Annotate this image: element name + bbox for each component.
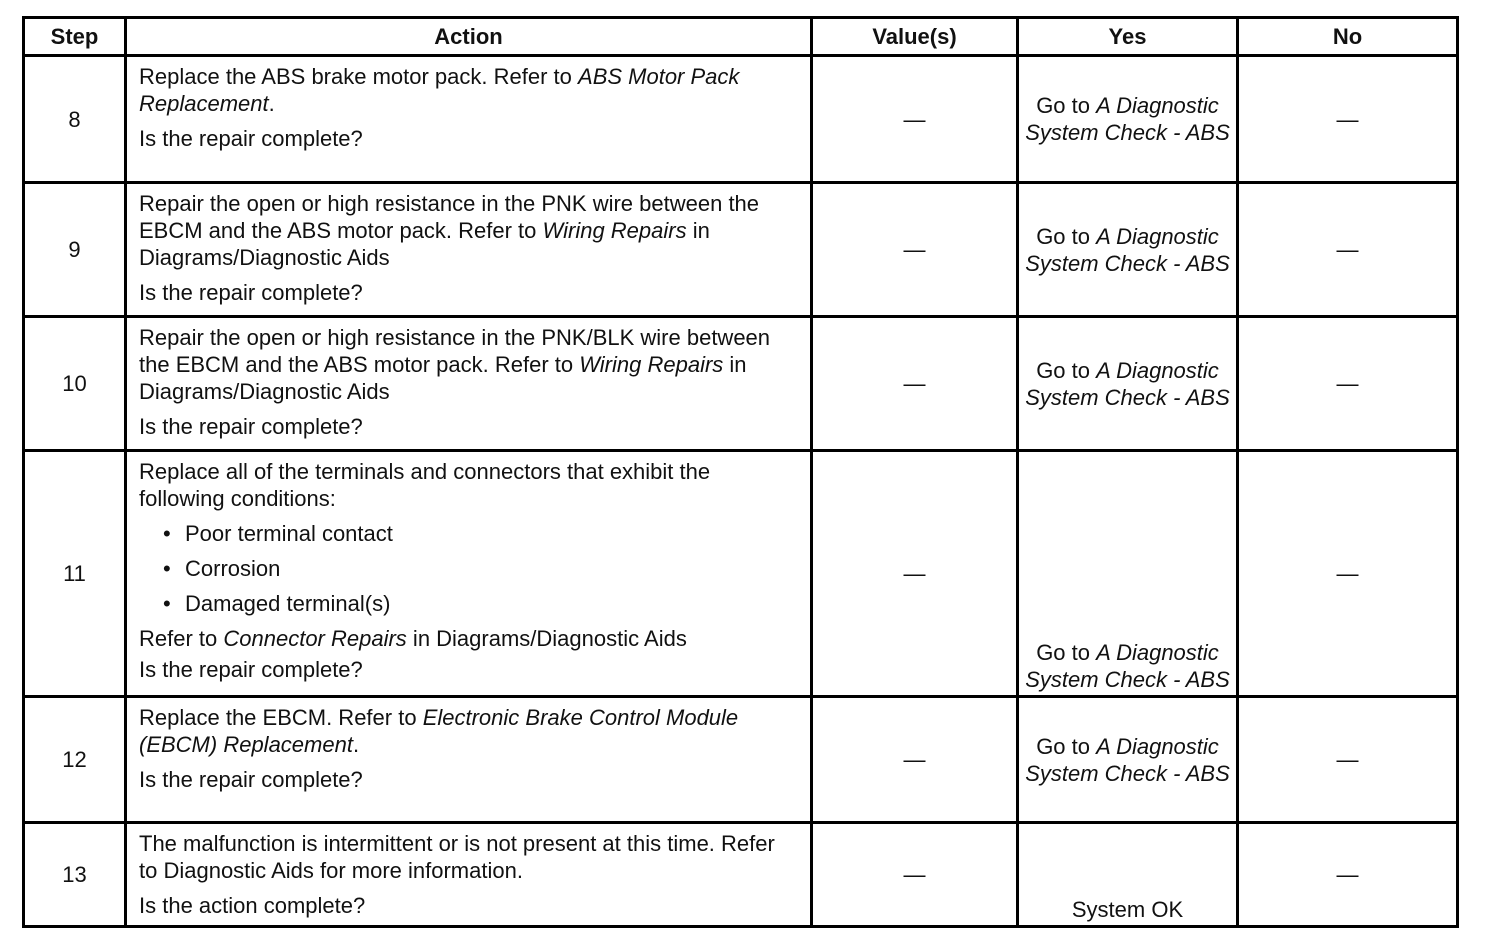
step-number: 9 — [24, 183, 126, 317]
action-refer: Refer to Connector Repairs in Diagrams/Diagnostic Aids — [139, 626, 687, 651]
yes-cell: Go to A Diagnostic System Check - ABS — [1018, 183, 1238, 317]
step-number: 10 — [24, 317, 126, 451]
header-step: Step — [24, 18, 126, 56]
action-question: Is the repair complete? — [139, 767, 363, 792]
step-number: 11 — [24, 451, 126, 697]
no-cell: — — [1238, 56, 1458, 183]
yes-cell: Go to A Diagnostic System Check - ABS — [1018, 697, 1238, 823]
table-row — [24, 697, 1458, 823]
action-cell — [126, 56, 812, 183]
diagnostic-table — [22, 16, 1459, 928]
step-number: 8 — [24, 56, 126, 183]
table-row — [24, 183, 1458, 317]
header-yes: Yes — [1018, 18, 1238, 56]
step-number: 12 — [24, 697, 126, 823]
action-cell — [126, 317, 812, 451]
values-cell: — — [812, 317, 1018, 451]
table-row — [24, 823, 1458, 927]
values-cell: — — [812, 451, 1018, 697]
list-item: • Corrosion — [163, 556, 281, 581]
action-text: Replace the EBCM. Refer to Electronic Brake Control Module (EBCM) Replacement. — [139, 705, 739, 757]
action-text: Replace all of the terminals and connectors that exhibit the following conditions: — [139, 459, 711, 511]
header-row — [24, 18, 1458, 56]
action-cell — [126, 697, 812, 823]
header-no: No — [1238, 18, 1458, 56]
action-question: Is the repair complete? — [139, 657, 363, 682]
no-cell: — — [1238, 823, 1458, 927]
action-cell — [126, 183, 812, 317]
action-text: Repair the open or high resistance in the PNK/BLK wire between the EBCM and the ABS motor pack. Refer to Wiring Repairs in Diagrams/Diagnostic Aids — [139, 325, 771, 404]
values-cell: — — [812, 697, 1018, 823]
list-item: • Poor terminal contact — [163, 521, 393, 546]
no-cell: — — [1238, 183, 1458, 317]
action-question: Is the repair complete? — [139, 126, 363, 151]
action-question: Is the repair complete? — [139, 414, 363, 439]
values-cell: — — [812, 56, 1018, 183]
yes-cell: Go to A Diagnostic System Check - ABS — [1018, 451, 1238, 697]
action-cell — [126, 451, 812, 697]
yes-cell: Go to A Diagnostic System Check - ABS — [1018, 56, 1238, 183]
step-number: 13 — [24, 823, 126, 927]
yes-cell: System OK — [1018, 823, 1238, 927]
header-values: Value(s) — [812, 18, 1018, 56]
action-question: Is the action complete? — [139, 893, 366, 918]
table-row — [24, 317, 1458, 451]
yes-cell: Go to A Diagnostic System Check - ABS — [1018, 317, 1238, 451]
table-row — [24, 451, 1458, 697]
action-cell — [126, 823, 812, 927]
action-text: Replace the ABS brake motor pack. Refer to ABS Motor Pack Replacement. — [139, 64, 740, 116]
no-cell: — — [1238, 697, 1458, 823]
action-text: The malfunction is intermittent or is not present at this time. Refer to Diagnostic Aids for more information. — [139, 831, 775, 883]
no-cell: — — [1238, 451, 1458, 697]
header-action: Action — [126, 18, 812, 56]
list-item: • Damaged terminal(s) — [163, 591, 391, 616]
values-cell: — — [812, 823, 1018, 927]
action-text: Repair the open or high resistance in the PNK wire between the EBCM and the ABS motor pack. Refer to Wiring Repairs in Diagrams/Diagnostic Aids — [139, 191, 760, 270]
action-question: Is the repair complete? — [139, 280, 363, 305]
no-cell: — — [1238, 317, 1458, 451]
table-row — [24, 56, 1458, 183]
values-cell: — — [812, 183, 1018, 317]
